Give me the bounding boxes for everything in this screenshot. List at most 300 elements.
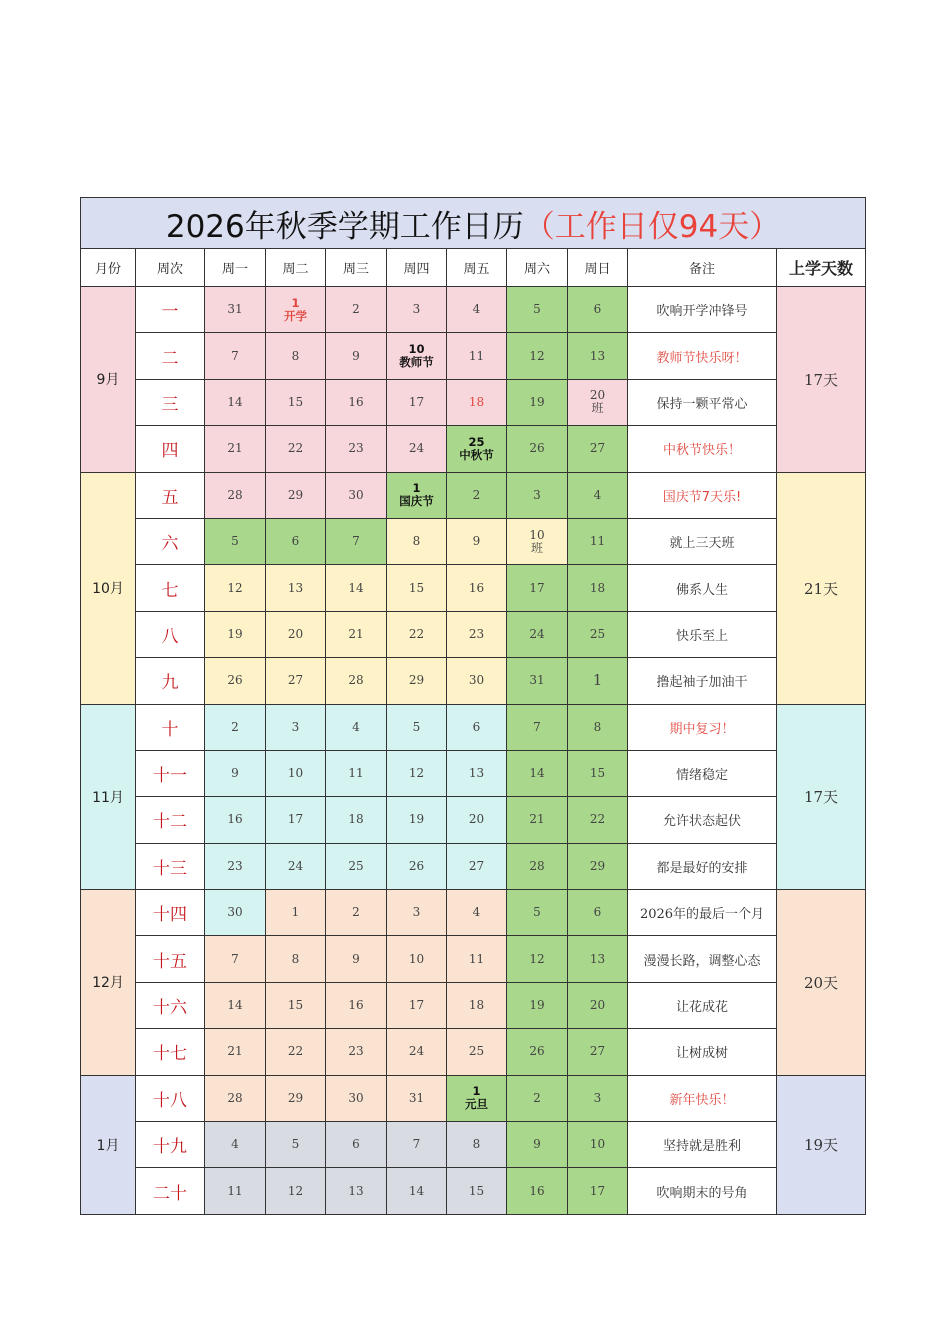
day-number: 3 (593, 1090, 602, 1105)
week-row (81, 704, 866, 750)
day-number: 7 (231, 348, 239, 363)
school-days-count: 17天 (777, 287, 866, 473)
day-number: 26 (408, 858, 425, 873)
week-remark: 保持一颗平常心 (628, 379, 777, 425)
day-cell (266, 704, 326, 750)
month-label: 11月 (81, 704, 136, 890)
day-cell (507, 426, 568, 472)
day-number: 1 (472, 1084, 481, 1099)
week-row (81, 287, 866, 333)
day-number: 18 (348, 812, 364, 827)
week-number: 十七 (136, 1029, 205, 1075)
week-row (81, 658, 866, 704)
day-number: 29 (589, 858, 606, 873)
day-cell (387, 797, 447, 843)
day-number: 3 (291, 719, 300, 734)
day-number: 8 (412, 534, 421, 549)
day-number: 15 (589, 766, 606, 781)
week-number: 三 (136, 379, 205, 425)
week-row (81, 936, 866, 982)
day-cell (507, 518, 568, 564)
day-cell (266, 518, 326, 564)
school-days-count: 17天 (777, 704, 866, 890)
day-cell (387, 1168, 447, 1214)
day-cell (266, 1168, 326, 1214)
day-number: 30 (468, 673, 485, 688)
day-number: 23 (468, 626, 485, 641)
day-cell (568, 936, 628, 982)
day-number: 13 (468, 766, 485, 781)
day-number: 31 (529, 673, 545, 688)
day-number: 23 (227, 858, 243, 873)
day-number: 17 (529, 580, 545, 595)
day-number: 16 (468, 580, 485, 595)
week-row (81, 1029, 866, 1075)
day-number: 18 (589, 580, 606, 595)
day-cell (326, 843, 387, 889)
day-cell (568, 750, 628, 796)
day-cell (568, 518, 628, 564)
day-number: 11 (468, 951, 485, 966)
day-cell (568, 472, 628, 518)
day-number: 20 (589, 998, 606, 1013)
day-number: 16 (227, 812, 243, 827)
week-row (81, 750, 866, 796)
day-cell (326, 982, 387, 1028)
day-number: 29 (287, 487, 304, 502)
day-number: 10 (408, 342, 425, 357)
day-cell (266, 750, 326, 796)
week-number: 七 (136, 565, 205, 611)
day-number: 1 (592, 671, 603, 690)
day-cell (205, 565, 266, 611)
week-remark: 坚持就是胜利 (628, 1122, 777, 1168)
day-number: 13 (589, 348, 606, 363)
day-number: 21 (348, 626, 364, 641)
week-row (81, 379, 866, 425)
week-row (81, 982, 866, 1028)
day-number: 5 (231, 534, 239, 549)
day-cell (568, 611, 628, 657)
day-cell (326, 426, 387, 472)
day-number: 28 (529, 858, 545, 873)
day-number: 5 (412, 719, 421, 734)
day-number: 3 (533, 487, 541, 502)
day-cell (387, 287, 447, 333)
day-cell (387, 611, 447, 657)
day-number: 2 (533, 1090, 541, 1105)
day-cell (326, 936, 387, 982)
day-number: 3 (412, 302, 421, 317)
day-number: 11 (227, 1183, 243, 1198)
day-cell (387, 658, 447, 704)
day-number: 17 (287, 812, 304, 827)
day-cell (387, 750, 447, 796)
day-number: 31 (408, 1090, 425, 1105)
week-remark: 允许状态起伏 (628, 797, 777, 843)
day-cell (447, 518, 507, 564)
day-number: 4 (472, 302, 481, 317)
day-number: 8 (593, 719, 602, 734)
day-cell (266, 611, 326, 657)
day-number: 14 (529, 766, 545, 781)
day-number: 14 (227, 394, 243, 409)
day-cell (205, 1168, 266, 1214)
day-number: 17 (408, 394, 425, 409)
day-number: 5 (291, 1137, 300, 1152)
month-label: 12月 (81, 890, 136, 1076)
day-cell (266, 1122, 326, 1168)
week-number: 八 (136, 611, 205, 657)
day-number: 17 (408, 998, 425, 1013)
day-cell (387, 1029, 447, 1075)
day-cell (266, 890, 326, 936)
day-cell (447, 472, 507, 518)
day-cell (568, 797, 628, 843)
day-number: 20 (589, 388, 606, 403)
day-cell (507, 287, 568, 333)
week-row (81, 565, 866, 611)
day-number: 14 (348, 580, 364, 595)
day-number: 1 (291, 295, 300, 310)
day-number: 19 (529, 394, 545, 409)
day-cell (447, 1029, 507, 1075)
week-remark: 期中复习！ (628, 704, 777, 750)
day-cell (387, 1122, 447, 1168)
day-number: 23 (348, 1044, 364, 1059)
day-number: 7 (412, 1137, 421, 1152)
day-number: 13 (287, 580, 304, 595)
day-number: 29 (408, 673, 425, 688)
week-row (81, 426, 866, 472)
week-remark: 就上三天班 (628, 518, 777, 564)
day-cell (507, 982, 568, 1028)
week-number: 二 (136, 333, 205, 379)
day-number: 11 (589, 534, 606, 549)
day-number: 7 (533, 719, 541, 734)
day-cell (387, 1075, 447, 1121)
day-cell (447, 611, 507, 657)
day-number: 30 (348, 487, 364, 502)
week-number: 十 (136, 704, 205, 750)
day-number: 15 (468, 1183, 485, 1198)
day-number: 9 (231, 766, 239, 781)
day-number: 19 (227, 626, 243, 641)
week-remark: 佛系人生 (628, 565, 777, 611)
day-number: 2 (231, 719, 239, 734)
week-row (81, 1168, 866, 1214)
day-cell (266, 982, 326, 1028)
day-number: 7 (231, 951, 239, 966)
day-cell (326, 658, 387, 704)
day-number: 6 (291, 534, 300, 549)
day-cell (568, 287, 628, 333)
title-main: 2026年秋季学期工作日历 (165, 208, 524, 245)
day-number: 18 (468, 998, 485, 1013)
day-cell (205, 518, 266, 564)
day-cell (447, 982, 507, 1028)
day-cell (205, 658, 266, 704)
day-number: 8 (291, 348, 300, 363)
day-number: 4 (352, 719, 360, 734)
day-cell (387, 333, 447, 379)
day-cell (447, 704, 507, 750)
week-number: 十八 (136, 1075, 205, 1121)
day-cell (326, 333, 387, 379)
day-cell (205, 333, 266, 379)
day-number: 21 (227, 441, 243, 456)
day-cell (568, 1075, 628, 1121)
day-cell (326, 379, 387, 425)
day-number: 8 (291, 951, 300, 966)
day-number: 23 (348, 441, 364, 456)
day-cell (447, 333, 507, 379)
day-cell (447, 565, 507, 611)
day-cell (447, 1122, 507, 1168)
day-note: 元旦 (465, 1097, 488, 1112)
week-number: 四 (136, 426, 205, 472)
day-cell (205, 379, 266, 425)
school-calendar-table (80, 197, 866, 1215)
day-number: 7 (352, 534, 360, 549)
day-number: 24 (408, 1044, 425, 1059)
header-school-days: 上学天数 (777, 249, 866, 287)
day-cell (266, 287, 326, 333)
day-number: 12 (529, 348, 545, 363)
day-number: 24 (408, 441, 425, 456)
day-cell (507, 843, 568, 889)
day-cell (326, 287, 387, 333)
day-cell (507, 611, 568, 657)
day-number: 30 (227, 905, 243, 920)
header-tue: 周二 (266, 249, 326, 287)
week-row (81, 611, 866, 657)
day-cell (507, 704, 568, 750)
day-number: 5 (533, 302, 541, 317)
day-cell (507, 1168, 568, 1214)
day-cell (205, 982, 266, 1028)
day-cell (568, 704, 628, 750)
day-number: 27 (589, 441, 606, 456)
day-cell (387, 518, 447, 564)
day-cell (326, 611, 387, 657)
day-note: 中秋节 (459, 447, 494, 462)
day-cell (326, 518, 387, 564)
day-cell (568, 565, 628, 611)
day-cell (507, 1075, 568, 1121)
day-cell (266, 843, 326, 889)
day-cell (447, 797, 507, 843)
day-cell (205, 1029, 266, 1075)
day-cell (387, 426, 447, 472)
day-cell (568, 843, 628, 889)
week-remark: 撸起袖子加油干 (628, 658, 777, 704)
day-number: 15 (287, 998, 304, 1013)
day-number: 16 (348, 998, 364, 1013)
day-cell (266, 565, 326, 611)
week-number: 一 (136, 287, 205, 333)
month-label: 10月 (81, 472, 136, 704)
day-number: 6 (593, 302, 602, 317)
day-number: 18 (468, 394, 485, 409)
week-remark: 国庆节7天乐! (628, 472, 777, 518)
day-cell (447, 890, 507, 936)
day-note: 班 (591, 401, 604, 416)
week-number: 十一 (136, 750, 205, 796)
day-cell (266, 1075, 326, 1121)
day-cell (568, 1029, 628, 1075)
header-sat: 周六 (507, 249, 568, 287)
day-cell (205, 472, 266, 518)
header-fri: 周五 (447, 249, 507, 287)
week-row (81, 843, 866, 889)
day-cell (387, 982, 447, 1028)
title-workdays: （工作日仅94天） (523, 208, 781, 245)
week-number: 九 (136, 658, 205, 704)
day-number: 14 (227, 998, 243, 1013)
day-number: 4 (593, 487, 602, 502)
day-cell (447, 379, 507, 425)
day-number: 6 (593, 905, 602, 920)
day-number: 8 (472, 1137, 481, 1152)
week-number: 十五 (136, 936, 205, 982)
day-number: 31 (227, 302, 243, 317)
day-cell (326, 1168, 387, 1214)
day-note: 教师节 (399, 355, 434, 370)
day-number: 6 (472, 719, 481, 734)
week-number: 十六 (136, 982, 205, 1028)
day-number: 15 (408, 580, 425, 595)
day-number: 28 (227, 1090, 243, 1105)
day-cell (387, 704, 447, 750)
day-number: 16 (348, 394, 364, 409)
day-number: 27 (589, 1044, 606, 1059)
day-number: 5 (533, 905, 541, 920)
day-cell (568, 1168, 628, 1214)
day-cell (447, 936, 507, 982)
day-number: 26 (529, 441, 545, 456)
day-cell (387, 379, 447, 425)
header-wed: 周三 (326, 249, 387, 287)
week-remark: 情绪稳定 (628, 750, 777, 796)
day-cell (507, 1122, 568, 1168)
day-number: 6 (352, 1137, 360, 1152)
school-days-count: 20天 (777, 890, 866, 1076)
day-cell (447, 658, 507, 704)
day-number: 3 (412, 905, 421, 920)
week-remark: 2026年的最后一个月 (628, 890, 777, 936)
week-number: 六 (136, 518, 205, 564)
day-number: 22 (408, 626, 425, 641)
day-number: 14 (408, 1183, 425, 1198)
day-cell (447, 750, 507, 796)
day-cell (568, 333, 628, 379)
day-cell (266, 333, 326, 379)
day-cell (387, 472, 447, 518)
header-week: 周次 (136, 249, 205, 287)
header-thu: 周四 (387, 249, 447, 287)
day-number: 25 (348, 858, 364, 873)
week-remark: 让树成树 (628, 1029, 777, 1075)
day-cell (568, 1122, 628, 1168)
day-number: 17 (589, 1183, 606, 1198)
day-number: 29 (287, 1090, 304, 1105)
day-number: 25 (468, 1044, 485, 1059)
day-number: 16 (529, 1183, 545, 1198)
day-number: 24 (529, 626, 545, 641)
week-row (81, 1122, 866, 1168)
day-number: 22 (589, 812, 606, 827)
week-remark: 教师节快乐呀！ (628, 333, 777, 379)
day-cell (568, 426, 628, 472)
day-number: 12 (227, 580, 243, 595)
day-cell (326, 1122, 387, 1168)
day-cell (387, 936, 447, 982)
day-number: 4 (231, 1137, 239, 1152)
header-sun: 周日 (568, 249, 628, 287)
day-number: 9 (352, 348, 360, 363)
day-note: 开学 (284, 308, 307, 323)
week-number: 五 (136, 472, 205, 518)
day-cell (326, 472, 387, 518)
day-cell (205, 611, 266, 657)
day-cell (326, 565, 387, 611)
week-remark: 让花成花 (628, 982, 777, 1028)
day-cell (507, 1029, 568, 1075)
day-number: 12 (408, 766, 425, 781)
day-cell (447, 287, 507, 333)
day-cell (205, 287, 266, 333)
day-cell (266, 472, 326, 518)
day-number: 9 (352, 951, 360, 966)
day-cell (205, 704, 266, 750)
day-number: 10 (529, 527, 545, 542)
day-number: 12 (529, 951, 545, 966)
day-cell (507, 658, 568, 704)
day-number: 19 (529, 998, 545, 1013)
month-label: 9月 (81, 287, 136, 473)
day-cell (266, 936, 326, 982)
calendar-title (81, 198, 866, 249)
day-number: 9 (472, 534, 481, 549)
day-cell (387, 890, 447, 936)
day-cell (568, 982, 628, 1028)
day-number: 27 (468, 858, 485, 873)
week-row (81, 518, 866, 564)
day-number: 11 (468, 348, 485, 363)
day-number: 1 (412, 481, 421, 496)
day-number: 25 (589, 626, 606, 641)
week-remark: 快乐至上 (628, 611, 777, 657)
week-remark: 新年快乐！ (628, 1075, 777, 1121)
week-number: 十九 (136, 1122, 205, 1168)
day-cell (266, 797, 326, 843)
header-mon: 周一 (205, 249, 266, 287)
day-cell (568, 890, 628, 936)
day-cell (447, 843, 507, 889)
day-cell (205, 843, 266, 889)
day-number: 26 (227, 673, 243, 688)
week-row (81, 333, 866, 379)
day-cell (205, 1122, 266, 1168)
day-cell (326, 797, 387, 843)
day-cell (205, 936, 266, 982)
day-cell (447, 1075, 507, 1121)
day-cell (266, 426, 326, 472)
day-cell (266, 1029, 326, 1075)
week-row (81, 890, 866, 936)
day-number: 28 (227, 487, 243, 502)
